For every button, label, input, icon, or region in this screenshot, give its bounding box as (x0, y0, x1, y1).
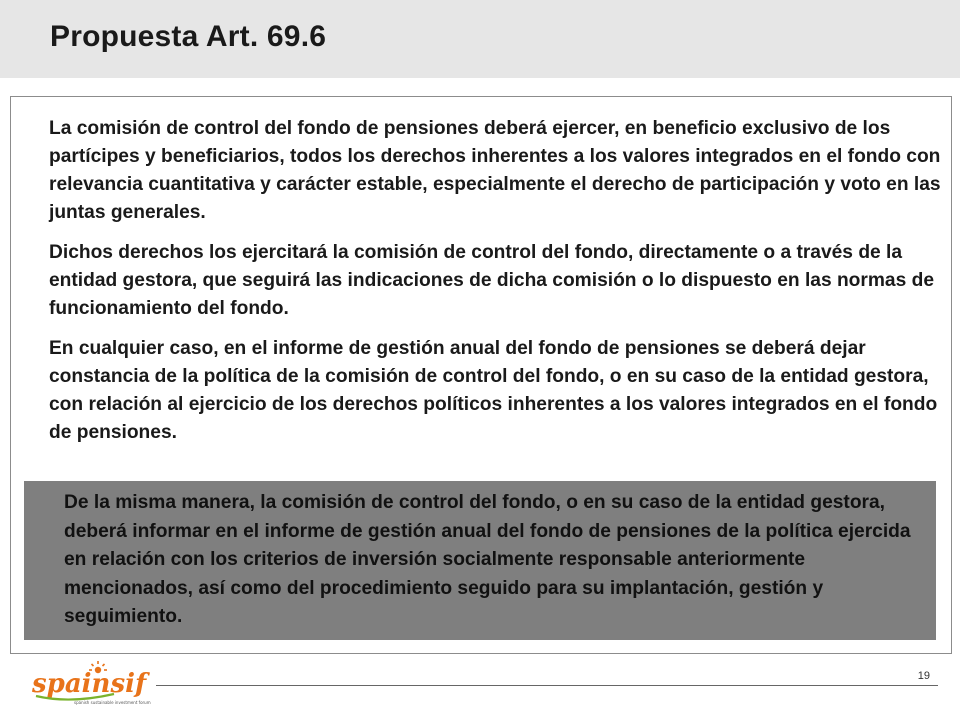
slide-title: Propuesta Art. 69.6 (50, 20, 327, 53)
highlight-box (24, 481, 936, 640)
page-number: 19 (917, 670, 930, 682)
logo-wordmark: spainsif (32, 669, 147, 699)
paragraphs (49, 115, 959, 459)
highlight-text: De la misma manera, la comisión de control del fondo, o en su caso de la entidad gestora, deberá informar en el informe de gestión anual del fondo de pensiones de la política ejercida en relación con los criterios de inversión socialmente responsable anteriormente mencionados, así como del procedimiento seguido para su implantación, gestión y seguimiento. (64, 492, 911, 627)
paragraph-2: Dichos derechos los ejercitará la comisión de control del fondo, directamente o a través de la entidad gestora, que seguirá las indicaciones de dicha comisión o lo dispuesto en las normas de funcionamiento del fondo. (49, 242, 934, 319)
footer-divider (156, 685, 938, 686)
spainsif-logo (30, 660, 154, 706)
logo-tagline: spanish sustainable investment forum (74, 700, 151, 705)
content-box (10, 96, 952, 654)
paragraph-1: La comisión de control del fondo de pensiones deberá ejercer, en beneficio exclusivo de los partícipes y beneficiarios, todos los derechos inherentes a los valores integrados en el fondo con relevancia cuantitativa y carácter estable, especialmente el derecho de participación y voto en las juntas generales. (49, 118, 941, 223)
paragraph-3: En cualquier caso, en el informe de gestión anual del fondo de pensiones se deberá dejar constancia de la política de la comisión de control del fondo, o en su caso de la entidad gestora, con relación al ejercicio de los derechos políticos inherentes a los valores integrados en el fondo de pensiones. (49, 338, 938, 443)
